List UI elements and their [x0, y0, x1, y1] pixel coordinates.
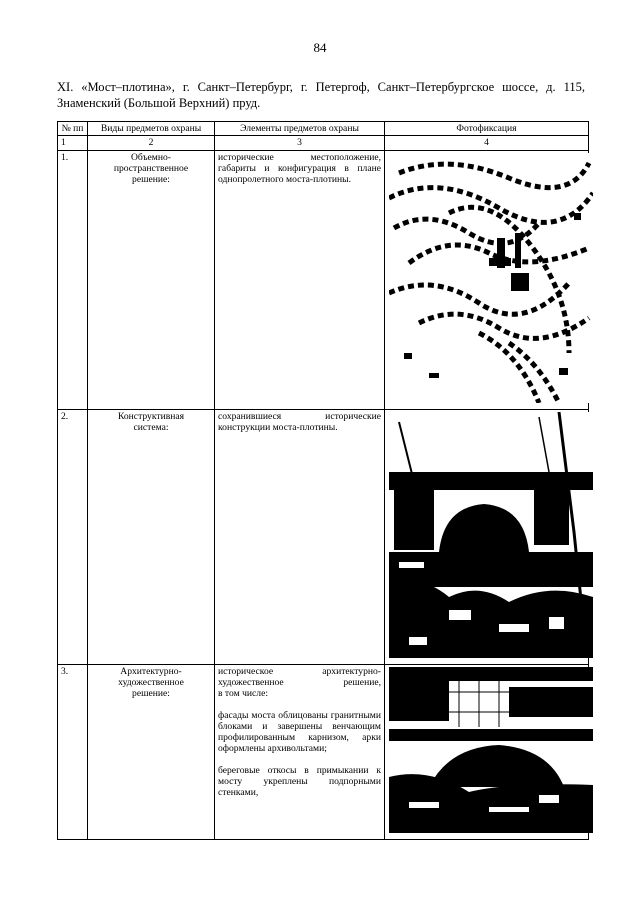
- column-number: 1: [58, 136, 88, 151]
- row-number: 2.: [58, 410, 88, 665]
- type-line: пространственное: [113, 163, 189, 174]
- row-number: 3.: [58, 665, 88, 840]
- bridge-photo-3: [389, 667, 593, 833]
- header-photo: Фотофиксация: [385, 122, 589, 136]
- type-line: решение:: [132, 688, 170, 699]
- table-row: [58, 665, 589, 840]
- element-text: историческое архитектурно-художественное решение,: [218, 666, 381, 688]
- protection-type: [88, 665, 215, 840]
- element-text: сохранившиеся исторические конструкции моста-плотины.: [218, 411, 381, 433]
- table-header-row: [58, 122, 589, 136]
- photo-cell: [385, 665, 589, 840]
- type-line: система:: [133, 422, 169, 433]
- header-number: № пп: [58, 122, 88, 136]
- element-text: береговые откосы в примыкании к мосту укреплены подпорными стенками,: [218, 765, 381, 798]
- element-text: исторические местоположение, габариты и конфигурация в плане однопролетного моста-плотины.: [218, 152, 381, 185]
- header-protection-type: Виды предметов охраны: [88, 122, 215, 136]
- element-text: в том числе:: [218, 688, 269, 699]
- page-number: 84: [313, 40, 327, 55]
- heading-line-1: XI. «Мост–плотина», г. Санкт–Петербург, г. Петергоф, Санкт–Петербургское шоссе, д. 115,: [57, 80, 585, 94]
- protection-elements: [215, 665, 385, 840]
- column-number-row: [58, 136, 589, 151]
- type-line: художественное: [118, 677, 184, 688]
- type-line: Архитектурно-: [120, 666, 182, 677]
- protection-type: [88, 410, 215, 665]
- header-protection-elements: Элементы предметов охраны: [215, 122, 385, 136]
- protection-elements: [215, 410, 385, 665]
- document-heading: [57, 79, 585, 111]
- bridge-photo-1: [389, 153, 593, 403]
- column-number: 3: [215, 136, 385, 151]
- row-number: 1.: [58, 151, 88, 410]
- heading-line-2: Знаменский (Большой Верхний) пруд.: [57, 96, 261, 110]
- heritage-table: [57, 121, 589, 840]
- table-row: [58, 151, 589, 410]
- photo-cell: [385, 151, 589, 410]
- protection-type: [88, 151, 215, 410]
- column-number: 2: [88, 136, 215, 151]
- type-line: решение:: [132, 174, 170, 185]
- bridge-photo-2: [389, 412, 593, 658]
- type-line: Конструктивная: [117, 411, 185, 422]
- table-row: [58, 410, 589, 665]
- column-number: 4: [385, 136, 589, 151]
- photo-cell: [385, 410, 589, 665]
- element-text: фасады моста облицованы гранитными блоками и завершены венчающим профилированным карнизом, арки оформлены архивольтами;: [218, 710, 381, 754]
- protection-elements: [215, 151, 385, 410]
- type-line: Объемно-: [131, 152, 171, 163]
